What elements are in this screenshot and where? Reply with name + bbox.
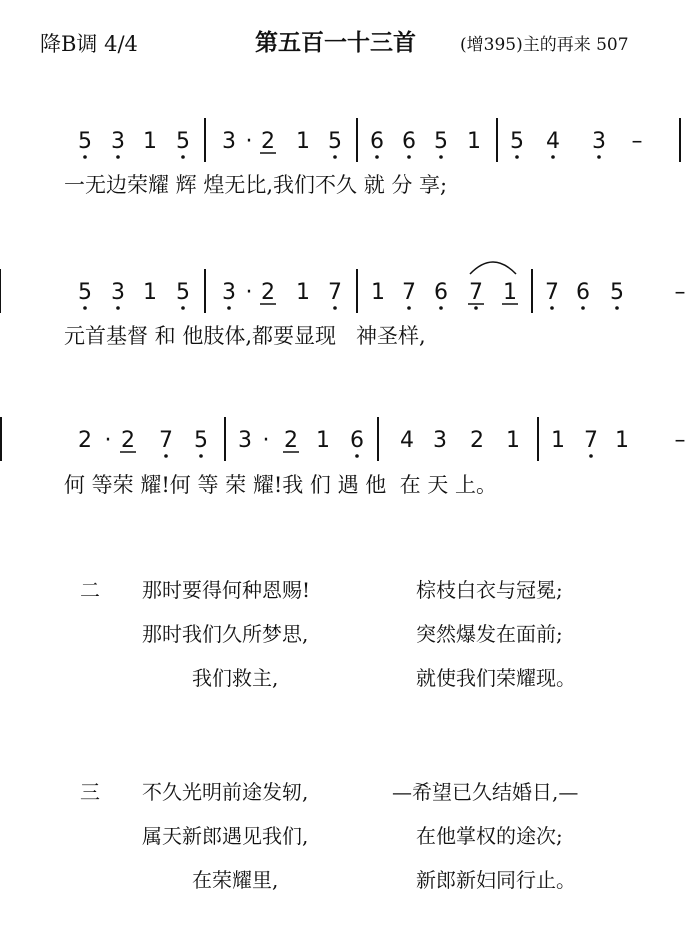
low-octave-dot bbox=[515, 155, 519, 159]
note: 3 bbox=[238, 428, 252, 453]
note: 7 bbox=[469, 280, 483, 305]
verse-line-right: —希望已久结婚日,— bbox=[392, 780, 579, 804]
low-octave-dot bbox=[181, 155, 185, 159]
note: 3 bbox=[433, 428, 447, 453]
note: 1 bbox=[503, 280, 517, 305]
low-octave-dot bbox=[615, 306, 619, 310]
low-octave-dot bbox=[199, 454, 203, 458]
low-octave-dot bbox=[407, 155, 411, 159]
note: 2 bbox=[470, 428, 484, 453]
note: 2 bbox=[261, 129, 275, 154]
key-signature: 降B调 4/4 bbox=[40, 32, 138, 56]
verse-line-left: 我们救主, bbox=[192, 666, 279, 690]
note: 2 bbox=[261, 280, 275, 305]
verse-line-right: 突然爆发在面前; bbox=[416, 622, 563, 646]
note: 1 bbox=[615, 428, 629, 453]
dotted-note-dot: · bbox=[262, 428, 270, 453]
low-octave-dot bbox=[551, 155, 555, 159]
low-octave-dot bbox=[407, 306, 411, 310]
note: 5 bbox=[510, 129, 524, 154]
note: 1 bbox=[506, 428, 520, 453]
verse-line-left: 不久光明前途发轫, bbox=[142, 780, 309, 804]
note: 1 bbox=[296, 129, 310, 154]
extension-dash: – bbox=[674, 280, 686, 305]
note: 6 bbox=[434, 280, 448, 305]
low-octave-dot bbox=[589, 454, 593, 458]
low-octave-dot bbox=[333, 155, 337, 159]
low-octave-dot bbox=[181, 306, 185, 310]
note: 5 bbox=[434, 129, 448, 154]
low-octave-dot bbox=[439, 306, 443, 310]
note: 6 bbox=[402, 129, 416, 154]
note: 2 bbox=[284, 428, 298, 453]
verse-line-left: 那时要得何种恩赐! bbox=[142, 578, 311, 602]
note: 1 bbox=[551, 428, 565, 453]
verse-line-right: 新郎新妇同行止。 bbox=[416, 868, 576, 892]
lyrics-line: 元首基督 和 他肢体,都要显现 神圣样, bbox=[64, 324, 426, 348]
extension-dash: – bbox=[674, 428, 686, 453]
note: 6 bbox=[370, 129, 384, 154]
note: 6 bbox=[350, 428, 364, 453]
note: 4 bbox=[546, 129, 560, 154]
low-octave-dot bbox=[116, 306, 120, 310]
note: 3 bbox=[592, 129, 606, 154]
note: 5 bbox=[328, 129, 342, 154]
low-octave-dot bbox=[597, 155, 601, 159]
note: 6 bbox=[576, 280, 590, 305]
verse-number: 三 bbox=[80, 780, 100, 804]
note: 1 bbox=[371, 280, 385, 305]
verse-line-left: 那时我们久所梦思, bbox=[142, 622, 309, 646]
note: 3 bbox=[222, 280, 236, 305]
lyrics-line: 何 等荣 耀!何 等 荣 耀!我 们 遇 他 在 天 上。 bbox=[64, 473, 497, 497]
note: 7 bbox=[584, 428, 598, 453]
note: 3 bbox=[222, 129, 236, 154]
dotted-note-dot: · bbox=[104, 428, 112, 453]
low-octave-dot bbox=[581, 306, 585, 310]
low-octave-dot bbox=[83, 155, 87, 159]
slur-mark bbox=[470, 262, 516, 274]
note: 5 bbox=[78, 129, 92, 154]
note: 5 bbox=[610, 280, 624, 305]
note: 4 bbox=[400, 428, 414, 453]
note: 1 bbox=[143, 129, 157, 154]
note: 7 bbox=[545, 280, 559, 305]
lyrics-line: 一无边荣耀 辉 煌无比,我们不久 就 分 享; bbox=[64, 173, 448, 197]
note: 3 bbox=[111, 129, 125, 154]
note: 5 bbox=[78, 280, 92, 305]
note: 5 bbox=[176, 129, 190, 154]
note: 1 bbox=[316, 428, 330, 453]
verse-line-left: 在荣耀里, bbox=[192, 868, 279, 892]
hymn-subtitle: (增395)主的再来 507 bbox=[460, 35, 629, 55]
verse-line-left: 属天新郎遇见我们, bbox=[142, 824, 309, 848]
low-octave-dot bbox=[439, 155, 443, 159]
low-octave-dot bbox=[474, 306, 478, 310]
low-octave-dot bbox=[355, 454, 359, 458]
note: 5 bbox=[176, 280, 190, 305]
dotted-note-dot: · bbox=[245, 280, 253, 305]
low-octave-dot bbox=[116, 155, 120, 159]
low-octave-dot bbox=[375, 155, 379, 159]
low-octave-dot bbox=[164, 454, 168, 458]
verse-line-right: 在他掌权的途次; bbox=[416, 824, 563, 848]
note: 2 bbox=[121, 428, 135, 453]
low-octave-dot bbox=[333, 306, 337, 310]
verse-line-right: 就使我们荣耀现。 bbox=[416, 666, 576, 690]
low-octave-dot bbox=[550, 306, 554, 310]
note: 1 bbox=[467, 129, 481, 154]
verse-number: 二 bbox=[80, 578, 100, 602]
note: 7 bbox=[328, 280, 342, 305]
hymn-title: 第五百一十三首 bbox=[255, 29, 416, 56]
note: 7 bbox=[159, 428, 173, 453]
note: 7 bbox=[402, 280, 416, 305]
low-octave-dot bbox=[227, 306, 231, 310]
note: 2 bbox=[78, 428, 92, 453]
dotted-note-dot: · bbox=[245, 129, 253, 154]
note: 1 bbox=[143, 280, 157, 305]
note: 1 bbox=[296, 280, 310, 305]
note: 5 bbox=[194, 428, 208, 453]
verse-line-right: 棕枝白衣与冠冕; bbox=[416, 578, 563, 602]
extension-dash: – bbox=[631, 129, 643, 154]
low-octave-dot bbox=[83, 306, 87, 310]
note: 3 bbox=[111, 280, 125, 305]
